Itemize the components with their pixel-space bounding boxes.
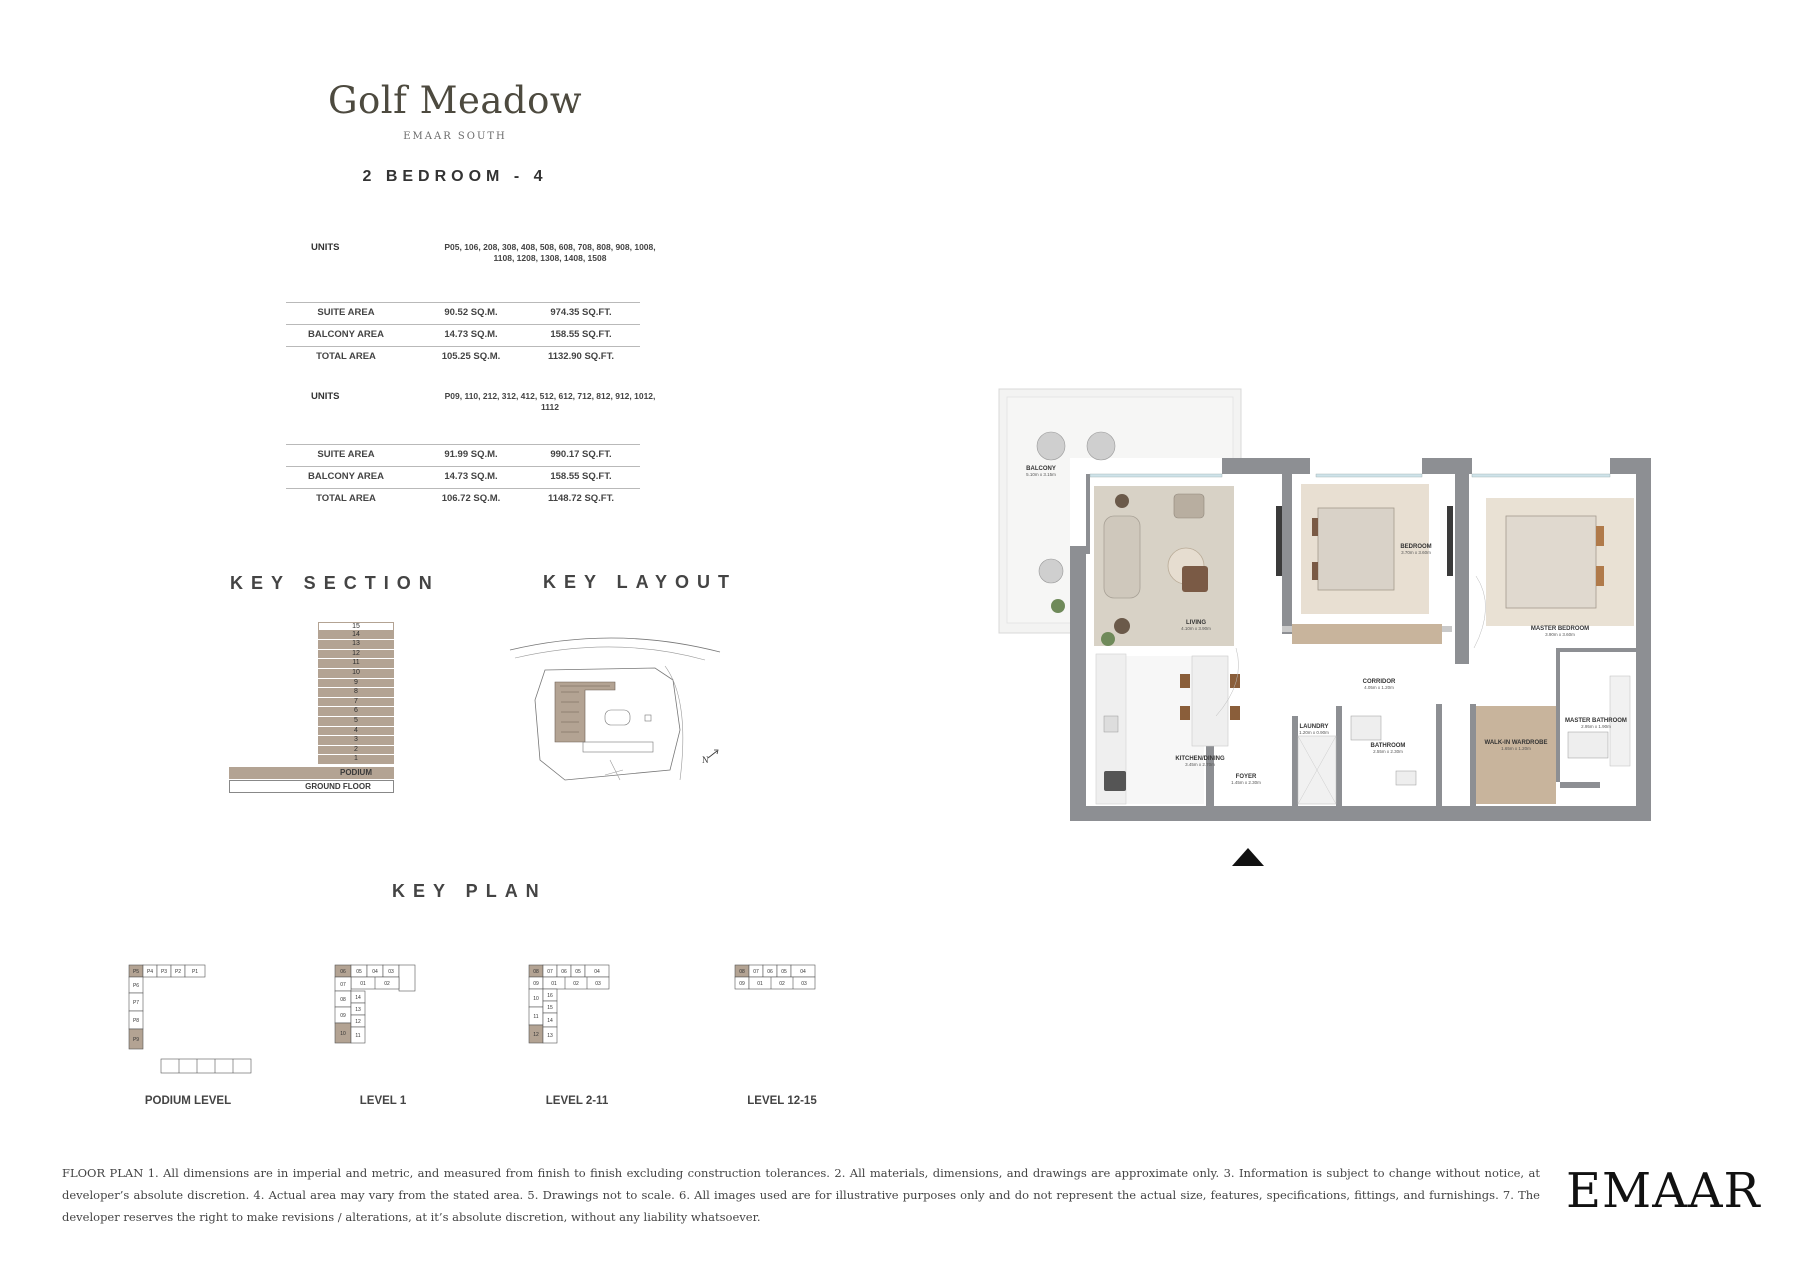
room-label-living: LIVING (1185, 620, 1207, 626)
svg-text:P3: P3 (160, 969, 168, 975)
units-label: UNITS (311, 391, 340, 402)
key-plan-level-12-15-label: LEVEL 12-15 (747, 1095, 817, 1107)
key-layout-site-plan (505, 630, 725, 805)
disclaimer-text: FLOOR PLAN 1. All dimensions are in imperial and metric, and measured from finish to finish excluding construction tolerances. 2. All materials, dimensions, and drawings are approximate only. 3. Information is subject to change without notice, at developer’s absolute discretion. 4. Actual area may vary from the stated area. 5. Drawings not to scale. 6. All images used are for illustrative purposes only and do not represent the actual size, features, specifications, fittings, and furnishings. 7. The developer reserves the right to make revisions / alterations, at it’s absolute discretion, without any liability whatsoever. (62, 1166, 1540, 1224)
svg-text:13: 13 (547, 1033, 553, 1039)
svg-text:04: 04 (800, 969, 806, 975)
units-list: P09, 110, 212, 312, 412, 512, 612, 712, 812, 912, 1012, 1112 (444, 391, 656, 412)
room-label-balcony: BALCONY (1026, 466, 1056, 472)
svg-text:11: 11 (355, 1033, 361, 1039)
key-plan-podium-label: PODIUM LEVEL (144, 1095, 232, 1107)
svg-text:06: 06 (340, 969, 346, 975)
area-row-suite: SUITE AREA 91.99 SQ.M. 990.17 SQ.FT. (286, 444, 640, 467)
key-plan-level-1-label: LEVEL 1 (359, 1095, 407, 1107)
svg-text:07: 07 (753, 969, 759, 975)
svg-text:10: 10 (533, 996, 539, 1002)
key-plan-level-1 (333, 963, 433, 1058)
svg-text:1.45m x 2.30m: 1.45m x 2.30m (1231, 780, 1261, 785)
key-section-floor: 4 (318, 727, 394, 737)
wall-south (1070, 806, 1650, 821)
area-row-total: TOTAL AREA 105.25 SQ.M. 1132.90 SQ.FT. (316, 351, 614, 362)
lamp-icon (1115, 494, 1129, 508)
cooktop-icon (1104, 771, 1126, 791)
project-title: Golf Meadow (327, 79, 583, 122)
project-subtitle: EMAAR SOUTH (403, 131, 507, 142)
key-section-heading: KEY SECTION (230, 573, 440, 593)
area-row-total: TOTAL AREA 106.72 SQ.M. 1148.72 SQ.FT. (316, 493, 614, 504)
key-plan-podium (127, 963, 257, 1078)
key-plan-level-2-11-label: LEVEL 2-11 (545, 1095, 609, 1107)
svg-text:15: 15 (547, 1005, 553, 1011)
key-section-floor: 8 (318, 688, 394, 698)
key-section-floor: 5 (318, 717, 394, 727)
svg-text:06: 06 (561, 969, 567, 975)
svg-text:4.05m x 1.20m: 4.05m x 1.20m (1364, 685, 1394, 690)
svg-text:05: 05 (781, 969, 787, 975)
emaar-logo: EMAAR (1566, 1163, 1761, 1219)
room-label-kitchen-dining: KITCHEN/DINING (1175, 756, 1225, 762)
svg-text:P7: P7 (132, 1000, 140, 1006)
svg-text:P5: P5 (132, 969, 140, 975)
room-label-master-bathroom: MASTER BATHROOM (1565, 718, 1627, 724)
ottoman (1182, 566, 1208, 592)
svg-text:03: 03 (388, 969, 394, 975)
key-section-floor: 9 (318, 679, 394, 689)
svg-text:11: 11 (533, 1014, 539, 1020)
units-label: UNITS (311, 242, 340, 253)
area-table-1 (286, 242, 656, 362)
svg-text:04: 04 (372, 969, 378, 975)
room-label-foyer: FOYER (1235, 774, 1257, 780)
unit-type-title: 2 BEDROOM - 4 (362, 168, 548, 185)
balcony-chair-icon (1037, 432, 1065, 460)
room-label-walk-in-wardrobe: WALK-IN WARDROBE (1484, 740, 1548, 746)
key-section-floor: 10 (318, 669, 394, 679)
svg-text:04: 04 (594, 969, 600, 975)
svg-text:14: 14 (547, 1018, 553, 1024)
svg-text:1.65m x 1.20m: 1.65m x 1.20m (1501, 746, 1531, 751)
key-section-ground-floor: GROUND FLOOR (229, 780, 394, 793)
walk-in-wardrobe-floor (1476, 706, 1556, 804)
sofa (1104, 516, 1140, 598)
key-section-floor: 6 (318, 707, 394, 717)
plant-icon (1101, 632, 1115, 646)
area-row-suite: SUITE AREA 90.52 SQ.M. 974.35 SQ.FT. (286, 302, 640, 325)
key-section-floor: 15 (318, 622, 394, 631)
svg-text:16: 16 (547, 993, 553, 999)
room-label-laundry: LAUNDRY (1299, 724, 1329, 730)
svg-text:10: 10 (340, 1031, 346, 1037)
room-label-bathroom: BATHROOM (1370, 743, 1406, 749)
svg-text:P8: P8 (132, 1018, 140, 1024)
room-label-corridor: CORRIDOR (1362, 679, 1396, 685)
key-section-floor: 1 (318, 755, 394, 765)
area-table-2 (286, 391, 656, 511)
key-section-floor: 12 (318, 650, 394, 660)
svg-text:13: 13 (355, 1007, 361, 1013)
svg-text:01: 01 (757, 981, 763, 987)
key-plan-level-2-11 (527, 963, 627, 1058)
svg-text:12: 12 (533, 1032, 539, 1038)
svg-text:01: 01 (360, 981, 366, 987)
svg-text:08: 08 (533, 969, 539, 975)
bed (1318, 508, 1394, 590)
svg-text:P9: P9 (132, 1037, 140, 1043)
svg-text:01: 01 (551, 981, 557, 987)
master-bed (1506, 516, 1596, 608)
plant-icon (1051, 599, 1065, 613)
svg-text:02: 02 (384, 981, 390, 987)
svg-text:P6: P6 (132, 983, 140, 989)
key-plan-heading: KEY PLAN (392, 881, 547, 901)
svg-text:2.95m x 1.90m: 2.95m x 1.90m (1581, 724, 1611, 729)
north-arrow-label: N (702, 755, 709, 765)
units-row (286, 391, 656, 447)
key-section-floor: 14 (318, 631, 394, 641)
svg-text:02: 02 (573, 981, 579, 987)
svg-text:P1: P1 (191, 969, 199, 975)
svg-text:06: 06 (767, 969, 773, 975)
key-section-podium: PODIUM (229, 767, 394, 779)
dining-table (1192, 656, 1228, 746)
svg-text:02: 02 (779, 981, 785, 987)
key-layout-heading: KEY LAYOUT (543, 572, 738, 592)
svg-text:05: 05 (356, 969, 362, 975)
key-section-tower (318, 622, 394, 765)
svg-text:P4: P4 (146, 969, 154, 975)
svg-text:03: 03 (801, 981, 807, 987)
svg-text:4.10m x 3.90m: 4.10m x 3.90m (1181, 626, 1211, 631)
room-label-master-bedroom: MASTER BEDROOM (1530, 626, 1590, 632)
key-section-floor: 13 (318, 640, 394, 650)
wall-west (1070, 546, 1086, 821)
balcony-chair-icon (1087, 432, 1115, 460)
floor-plan (996, 386, 1656, 866)
area-row-balcony: BALCONY AREA 14.73 SQ.M. 158.55 SQ.FT. (286, 467, 640, 489)
svg-text:3.90m x 3.60m: 3.90m x 3.60m (1545, 632, 1575, 637)
svg-text:08: 08 (739, 969, 745, 975)
entrance-arrow-icon (1232, 848, 1264, 866)
svg-text:3.70m x 3.60m: 3.70m x 3.60m (1401, 550, 1431, 555)
svg-text:12: 12 (355, 1019, 361, 1025)
svg-text:09: 09 (340, 1013, 346, 1019)
sink-icon (1104, 716, 1118, 732)
svg-text:1.20m x 0.90m: 1.20m x 0.90m (1299, 730, 1329, 735)
area-row-balcony: BALCONY AREA 14.73 SQ.M. 158.55 SQ.FT. (286, 325, 640, 347)
svg-text:07: 07 (547, 969, 553, 975)
wall-east (1636, 458, 1651, 821)
svg-text:07: 07 (340, 982, 346, 988)
units-list: P05, 106, 208, 308, 408, 508, 608, 708, 808, 908, 1008, 1108, 1208, 1308, 1408, 1508 (444, 242, 656, 263)
svg-text:P2: P2 (174, 969, 182, 975)
key-section-floor: 7 (318, 698, 394, 708)
units-row (286, 242, 656, 298)
svg-text:5.10m x 3.15m: 5.10m x 3.15m (1026, 472, 1056, 477)
svg-text:08: 08 (340, 997, 346, 1003)
svg-text:14: 14 (355, 995, 361, 1001)
svg-text:3.45m x 2.70m: 3.45m x 2.70m (1185, 762, 1215, 767)
key-section-floor: 2 (318, 746, 394, 756)
svg-text:09: 09 (739, 981, 745, 987)
key-plan-level-12-15 (733, 963, 833, 1003)
key-section-floor: 11 (318, 659, 394, 669)
room-label-bedroom: BEDROOM (1400, 544, 1432, 550)
project-logo (320, 79, 590, 142)
svg-text:05: 05 (575, 969, 581, 975)
svg-text:2.55m x 2.30m: 2.55m x 2.30m (1373, 749, 1403, 754)
key-section-floor: 3 (318, 736, 394, 746)
svg-text:09: 09 (533, 981, 539, 987)
svg-text:03: 03 (595, 981, 601, 987)
